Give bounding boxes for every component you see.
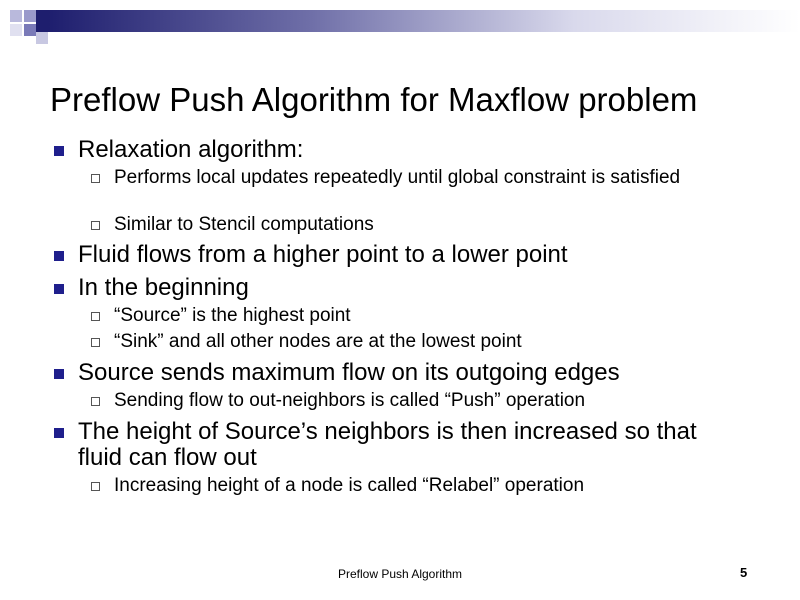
footer-title: Preflow Push Algorithm — [337, 567, 463, 581]
square-bullet-icon — [54, 369, 64, 379]
square-bullet-icon — [54, 428, 64, 438]
hollow-square-bullet-icon — [91, 221, 100, 230]
sub-list-item-text: Sending flow to out-neighbors is called “Push” operation — [114, 390, 586, 411]
sub-list-item-text: “Source” is the highest point — [114, 305, 351, 326]
hollow-square-bullet-icon — [91, 482, 100, 491]
hollow-square-bullet-icon — [91, 174, 100, 183]
square-bullet-icon — [54, 146, 64, 156]
list-item-text: The height of Source’s neighbors is then increased so that fluid can flow out — [78, 418, 697, 471]
square-bullet-icon — [54, 251, 64, 261]
hollow-square-bullet-icon — [91, 397, 100, 406]
list-item-text: Relaxation algorithm: — [78, 136, 304, 163]
page-number: 5 — [740, 565, 748, 580]
sub-list-item-text: Increasing height of a node is called “Relabel” operation — [114, 475, 585, 496]
square-bullet-icon — [54, 284, 64, 294]
sub-list-item-text: Similar to Stencil computations — [114, 214, 374, 235]
list-item-text: Source sends maximum flow on its outgoing edges — [78, 359, 620, 386]
hollow-square-bullet-icon — [91, 338, 100, 347]
sub-list-item-text: “Sink” and all other nodes are at the lowest point — [114, 331, 522, 352]
sub-list-item-text: Performs local updates repeatedly until global constraint is satisfied — [114, 167, 681, 188]
hollow-square-bullet-icon — [91, 312, 100, 321]
list-item-text: Fluid flows from a higher point to a lower point — [78, 241, 568, 268]
list-item-text: In the beginning — [78, 274, 249, 301]
page-title: Preflow Push Algorithm for Maxflow problem — [50, 81, 698, 118]
